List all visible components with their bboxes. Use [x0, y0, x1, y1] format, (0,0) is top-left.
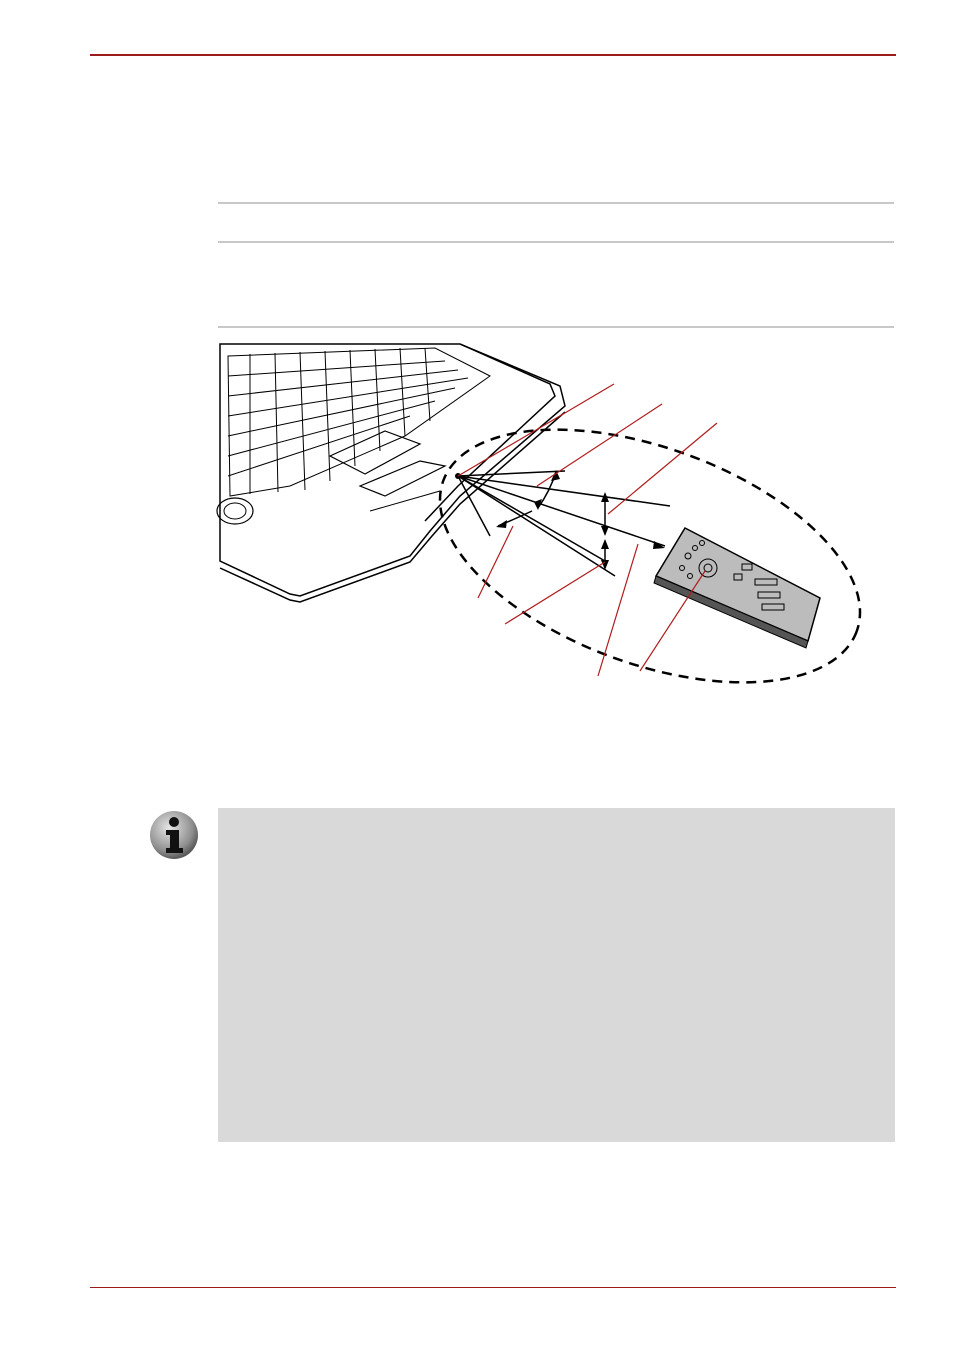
range-lines: [458, 471, 670, 576]
table-top-rule: [218, 202, 894, 204]
note-box: [218, 808, 895, 1142]
info-icon: [148, 808, 200, 862]
footer-rule: [90, 1287, 896, 1288]
remote-controller-illustration: [654, 528, 820, 648]
callout-leader-lines: [458, 384, 717, 676]
table-bottom-rule: [218, 326, 894, 328]
remote-range-figure: [210, 336, 870, 686]
header-rule: [90, 54, 896, 56]
table-row-divider: [218, 241, 894, 243]
